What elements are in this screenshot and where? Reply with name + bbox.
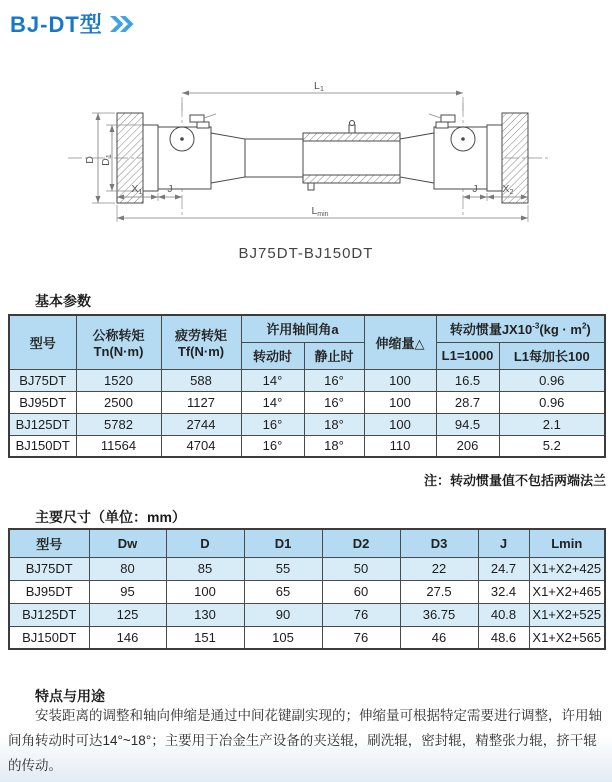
table-cell: BJ125DT — [9, 413, 76, 435]
col-header: D3 — [400, 529, 478, 557]
col-header-nominal-torque: 公称转矩 Tn(N·m) — [76, 315, 161, 369]
table-cell: 46 — [400, 626, 478, 649]
table-cell: 55 — [244, 557, 322, 580]
dim-label-j-right: J — [472, 183, 478, 195]
dimensions-heading: 主要尺寸（单位：mm） — [35, 509, 186, 525]
double-chevron-icon — [110, 15, 136, 33]
col-header-allowed-angle: 许用轴间角a — [241, 315, 364, 342]
table-cell: 18° — [304, 413, 364, 435]
page-header — [10, 8, 136, 39]
features-paragraph: 安装距离的调整和轴向伸缩是通过中间花键副实现的；伸缩量可根据特定需要进行调整，许用轴间角转动时可达14°~18°；主要用于冶金生产设备的夹送辊，刷洗辊，密封辊，精整张力辊，挤干辊的传动。 — [8, 708, 602, 773]
table-cell: 40.8 — [478, 603, 529, 626]
table-cell: 16° — [304, 369, 364, 391]
table-cell: X1+X2+425 — [529, 557, 605, 580]
col-header: Lmin — [529, 529, 605, 557]
col-header-static: 静止时 — [304, 342, 364, 369]
table-cell: X1+X2+525 — [529, 603, 605, 626]
table-cell: 1127 — [161, 391, 241, 413]
col-header-l1-per-100: L1每加长100 — [499, 342, 605, 369]
table-cell: 100 — [364, 391, 436, 413]
col-header-inertia: 转动惯量$JX10^{-3}(kg \cdot m^2)$ — [436, 315, 605, 342]
table-cell: 90 — [244, 603, 322, 626]
table-row — [9, 369, 605, 391]
basic-params-heading: 基本参数 — [35, 293, 91, 309]
table-cell: 50 — [322, 557, 400, 580]
table-cell: 100 — [166, 580, 244, 603]
table-cell: BJ125DT — [9, 603, 89, 626]
table-cell: 18° — [304, 435, 364, 457]
table-cell: 65 — [244, 580, 322, 603]
table-row — [9, 435, 605, 457]
table-cell: 48.6 — [478, 626, 529, 649]
table-cell: 16.5 — [436, 369, 499, 391]
dim-label-l1: L1 — [313, 80, 325, 93]
table-cell: 11564 — [76, 435, 161, 457]
table-cell: 94.5 — [436, 413, 499, 435]
col-header-rotating: 转动时 — [241, 342, 304, 369]
table-cell: 32.4 — [478, 580, 529, 603]
table-cell: BJ95DT — [9, 391, 76, 413]
table-cell: 5.2 — [499, 435, 605, 457]
col-header-model: 型号 — [9, 315, 76, 369]
table-cell: 27.5 — [400, 580, 478, 603]
table-cell: 2.1 — [499, 413, 605, 435]
col-header: D2 — [322, 529, 400, 557]
table-cell: 76 — [322, 626, 400, 649]
col-header-expansion: 伸缩量△ — [364, 315, 436, 369]
inertia-note: 注：转动惯量值不包括两端法兰 — [423, 473, 606, 488]
table-cell: 151 — [166, 626, 244, 649]
table-cell: 95 — [89, 580, 166, 603]
table-cell: BJ75DT — [9, 557, 89, 580]
table-cell: 76 — [322, 603, 400, 626]
table-cell: 2744 — [161, 413, 241, 435]
table-cell: 36.75 — [400, 603, 478, 626]
drawing-caption: BJ75DT-BJ150DT — [238, 245, 374, 262]
table-cell: 588 — [161, 369, 241, 391]
table-cell: 14° — [241, 369, 304, 391]
table-cell: 125 — [89, 603, 166, 626]
table-cell: 100 — [364, 413, 436, 435]
table-cell: 2500 — [76, 391, 161, 413]
table-row — [9, 413, 605, 435]
table-cell: BJ75DT — [9, 369, 76, 391]
table-cell: 206 — [436, 435, 499, 457]
dim-label-d: D — [84, 156, 96, 164]
table-cell: BJ150DT — [9, 435, 76, 457]
table-cell: 80 — [89, 557, 166, 580]
table-cell: 4704 — [161, 435, 241, 457]
col-header: 型号 — [9, 529, 89, 557]
table-cell: 24.7 — [478, 557, 529, 580]
table-row — [9, 603, 605, 626]
table-cell: 28.7 — [436, 391, 499, 413]
dim-label-x2: X2 — [502, 183, 514, 196]
table-cell: 130 — [166, 603, 244, 626]
cardan-shaft-technical-drawing — [0, 75, 612, 247]
table-cell: 105 — [244, 626, 322, 649]
table-cell: 0.96 — [499, 369, 605, 391]
table-row — [9, 626, 605, 649]
table-cell: 60 — [322, 580, 400, 603]
table-cell: 100 — [364, 369, 436, 391]
table-row — [9, 580, 605, 603]
table-row — [9, 391, 605, 413]
dim-label-x1: X1 — [131, 183, 143, 196]
table-cell: 16° — [304, 391, 364, 413]
table-cell: 85 — [166, 557, 244, 580]
table-cell: 146 — [89, 626, 166, 649]
page-title: BJ-DT型 — [10, 12, 103, 37]
col-header: J — [478, 529, 529, 557]
table-cell: 22 — [400, 557, 478, 580]
col-header: D1 — [244, 529, 322, 557]
table-cell: 0.96 — [499, 391, 605, 413]
basic-params-table — [8, 314, 606, 458]
col-header-l1-1000: L1=1000 — [436, 342, 499, 369]
table-cell: BJ150DT — [9, 626, 89, 649]
table-cell: X1+X2+565 — [529, 626, 605, 649]
table-cell: 1520 — [76, 369, 161, 391]
dim-label-lmin: Lmin — [311, 205, 329, 218]
table-cell: 16° — [241, 413, 304, 435]
table-cell: 14° — [241, 391, 304, 413]
dim-label-j-left: J — [167, 183, 173, 195]
dim-label-d1: D1 — [100, 154, 113, 166]
table-cell: 16° — [241, 435, 304, 457]
table-row — [9, 557, 605, 580]
table-cell: X1+X2+465 — [529, 580, 605, 603]
col-header-fatigue-torque: 疲劳转矩 Tf(N·m) — [161, 315, 241, 369]
table-cell: BJ95DT — [9, 580, 89, 603]
table-cell: 5782 — [76, 413, 161, 435]
features-heading: 特点与用途 — [35, 688, 105, 704]
col-header: Dw — [89, 529, 166, 557]
col-header: D — [166, 529, 244, 557]
dimensions-table — [8, 528, 606, 650]
table-cell: 110 — [364, 435, 436, 457]
